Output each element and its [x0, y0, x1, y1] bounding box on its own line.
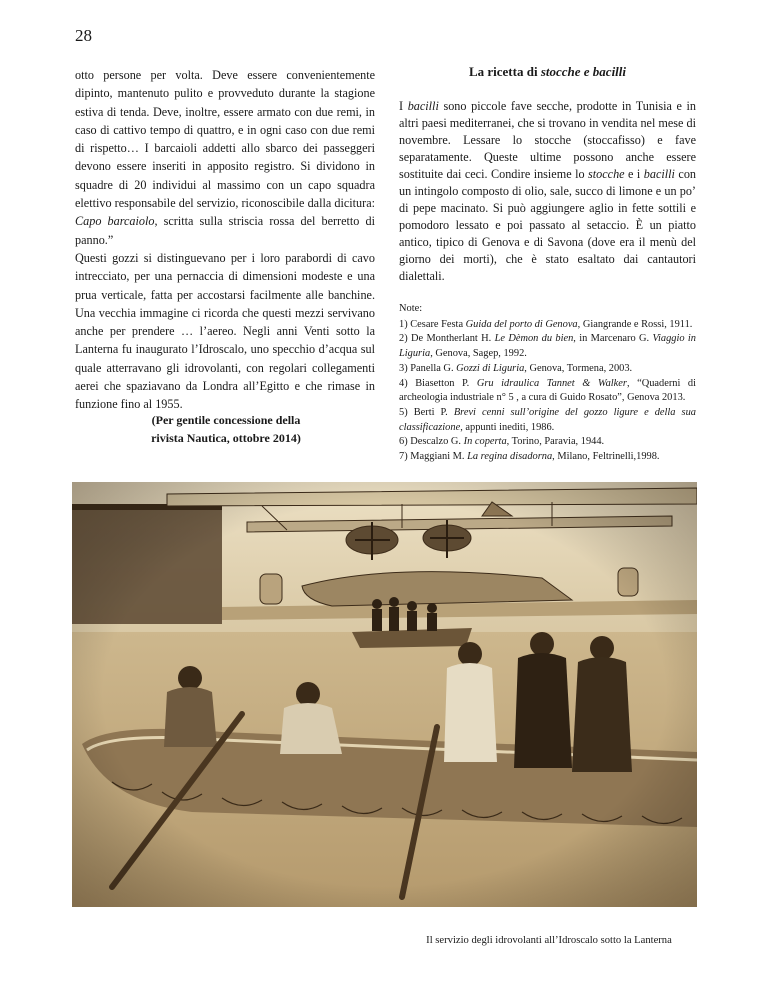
- credit-note: [110, 411, 342, 447]
- text-run: La ricetta di: [468, 64, 541, 79]
- text-run: , in Marcenaro G.: [573, 333, 653, 345]
- credit-line: (Per gentile concessione della: [151, 413, 301, 427]
- left-column: [75, 66, 375, 414]
- italic-text: stocche e bacilli: [540, 64, 627, 79]
- note-item: [399, 450, 696, 465]
- note-item: [399, 318, 696, 333]
- text-run: , “Quaderni di archeologia industriale n° 5 , a cura di Guido Rosato”, Genova 2013.: [399, 377, 697, 404]
- text-run: e i: [624, 167, 644, 181]
- notes: [399, 302, 696, 465]
- text-run: sono piccole fave secche, prodotte in Tunisia e in altri paesi mediterranei, che si trovano in vendita nel mese di novembre. Lessare lo stocche (stoccafisso) e fave separatamente. Queste ultime possono anche essere sostituite dai ceci. Condire insieme lo: [399, 99, 696, 181]
- text-run: 6) Descalzo G.: [399, 436, 464, 448]
- text-run: Questi gozzi si distinguevano per i loro parabordi di cavo intrecciato, per una pernaccia di dimensioni modeste e una prua verticale, fatta per accostarsi facilmente alle banchine. Una vecchia immagine ci ricorda che questi mezzi servivano anche per prendere … l’aereo. Negli anni Venti sotto la Lanterna fu inaugurato l’Idroscalo, uno specchio d’acqua sul quale atterravano gli idrovolanti, con regolari collegamenti aerei che spaziavano da Londra all’Egitto e che rimase in funzione fino al 1955.: [75, 250, 375, 412]
- note-item: [399, 377, 696, 406]
- text-run: , appunti inediti, 1986.: [460, 421, 555, 433]
- italic-text: bacilli: [407, 99, 439, 113]
- text-run: 7) Maggiani M.: [399, 451, 468, 463]
- page-number: 28: [75, 26, 92, 45]
- right-column: [399, 62, 696, 465]
- notes-list: [399, 318, 696, 465]
- italic-text: Brevi cenni sull’origine del gozzo ligure e della sua classificazione: [399, 406, 696, 433]
- text-run: , Giangrande e Rossi, 1911.: [577, 318, 693, 330]
- italic-text: Gru idraulica Tannet & Walker: [476, 377, 627, 389]
- text-run: , Genova, Tormena, 2003.: [524, 362, 633, 374]
- text-run: , Milano, Feltrinelli,1998.: [552, 451, 660, 463]
- photo-caption: Il servizio degli idrovolanti all’Idroscalo sotto la Lanterna: [426, 935, 672, 946]
- text-run: con un intingolo composto di olio, sale, succo di limone e un po’ di pepe macinato. Si può aggiungere aglio in fette sottili e pomodoro lessato e poi passato al setaccio. È un piatto antico, tipico di Genova e di Savona (dove era il menù del giorno dei morti), che è stato esaltato dai cantautori dialettali.: [399, 167, 697, 283]
- italic-text: stocche: [588, 167, 625, 181]
- italic-text: Le Dèmon du bien: [494, 333, 574, 345]
- paragraph: [75, 66, 375, 249]
- italic-text: Capo barcaiolo: [75, 214, 155, 229]
- italic-text: In coperta: [463, 436, 507, 448]
- note-item: [399, 332, 696, 361]
- text-run: I: [399, 99, 408, 113]
- historic-photo: [72, 482, 697, 907]
- text-run: 4) Biasetton P.: [399, 377, 477, 389]
- italic-text: Viaggio in Liguria: [399, 333, 696, 360]
- text-run: , Torino, Paravia, 1944.: [506, 436, 605, 448]
- italic-text: La regina disadorna: [467, 451, 553, 463]
- text-run: 3) Panella G.: [399, 362, 457, 374]
- recipe-title: [399, 62, 696, 82]
- recipe-body: [399, 98, 696, 285]
- text-run: otto persone per volta. Deve essere convenientemente dipinto, mantenuto pulito e provveduto durante la stagione estiva di tenda. Deve, inoltre, essere armato con due remi, in caso di cattivo tempo di quattro, e in ogni caso con due remi di rispetto… I barcaioli addetti allo sbarco dei passeggeri devono essere inseriti in apposito registro. Si dividono in squadre di 20 individui al massimo con un capo squadra elettivo responsabile del servizio, riconoscibile dalla dicitura:: [75, 68, 375, 211]
- text-run: 2) De Montherlant H.: [399, 333, 495, 345]
- note-item: [399, 406, 696, 435]
- credit-line: rivista Nautica, ottobre 2014): [151, 431, 301, 445]
- italic-text: Gozzi di Liguria: [456, 362, 525, 374]
- text-run: 5) Berti P.: [399, 406, 454, 418]
- italic-text: bacilli: [643, 167, 675, 181]
- note-item: [399, 362, 696, 377]
- italic-text: Guida del porto di Genova: [465, 318, 578, 330]
- text-run: , Genova, Sagep, 1992.: [430, 348, 527, 360]
- paragraph: [75, 249, 375, 414]
- seaplane-rowboat-illustration: [72, 482, 697, 907]
- notes-title: Note:: [399, 303, 423, 314]
- note-item: [399, 435, 696, 450]
- text-run: 1) Cesare Festa: [399, 318, 466, 330]
- text-run: , scritta sulla striscia rossa del berretto di panno.”: [75, 214, 375, 247]
